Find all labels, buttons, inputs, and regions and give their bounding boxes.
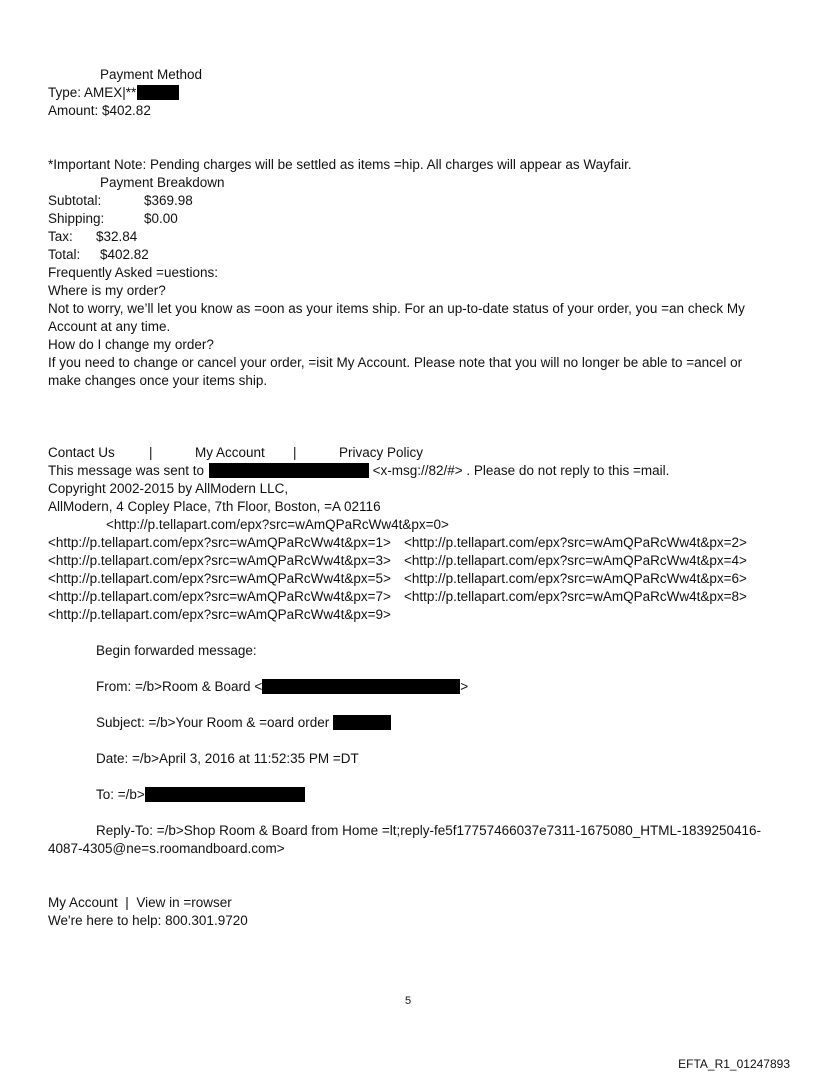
breakdown-row-subtotal [48, 192, 768, 210]
forward-to-text: To: =/b> [96, 787, 145, 802]
tracking-url-row [48, 534, 768, 552]
breakdown-label: Tax: [48, 229, 73, 244]
my-account-link[interactable]: My Account [195, 445, 265, 460]
breakdown-label: Total: [48, 247, 81, 262]
breakdown-label: Subtotal: [48, 193, 102, 208]
tracking-url[interactable]: <http://p.tellapart.com/epx?src=wAmQPaRcWw4t&px=3> [48, 553, 391, 568]
sent-to-suffix: <x-msg://82/#> . Please do not reply to this =mail. [372, 463, 670, 478]
redaction-box [209, 463, 369, 478]
redaction-box [333, 715, 391, 730]
breakdown-value: $0.00 [144, 211, 178, 226]
payment-type-text: Type: AMEX|** [48, 85, 137, 100]
page-number: 5 [404, 995, 412, 1007]
tracking-url-row [48, 588, 768, 606]
breakdown-row-total [48, 246, 768, 264]
separator: | [125, 895, 129, 910]
tracking-url[interactable]: <http://p.tellapart.com/epx?src=wAmQPaRcWw4t&px=9> [48, 607, 391, 622]
tracking-url[interactable]: <http://p.tellapart.com/epx?src=wAmQPaRcWw4t&px=1> [48, 535, 391, 550]
faq-answer: If you need to change or cancel your order, =isit My Account. Please note that you will no longer be able to =ancel or make changes once your items ship. [48, 355, 743, 388]
privacy-policy-link[interactable]: Privacy Policy [339, 445, 424, 460]
forward-reply-to: Reply-To: =/b>Shop Room & Board from Home =lt;reply-fe5f17757466037e7311-1675080_HTML-1839250416-4087-4305@ne=s.roomandboard.com> [48, 823, 762, 856]
tracking-url[interactable]: <http://p.tellapart.com/epx?src=wAmQPaRcWw4t&px=5> [48, 571, 391, 586]
breakdown-row-shipping [48, 210, 768, 228]
sent-to-prefix: This message was sent to [48, 463, 205, 478]
faq-question: How do I change my order? [48, 337, 214, 352]
separator: | [293, 445, 297, 460]
bates-number: EFTA_R1_01247893 [678, 1057, 790, 1071]
sent-to-line [48, 462, 768, 480]
payment-method-heading: Payment Method [100, 67, 203, 82]
forward-date: Date: =/b>April 3, 2016 at 11:52:35 PM =DT [96, 751, 359, 766]
forward-subject-text: Subject: =/b>Your Room & =oard order [96, 715, 330, 730]
redaction-box [145, 787, 305, 802]
forward-from [48, 678, 768, 696]
breakdown-row-tax [48, 228, 768, 246]
tracking-url[interactable]: <http://p.tellapart.com/epx?src=wAmQPaRcWw4t&px=0> [106, 517, 449, 532]
email-document [48, 66, 768, 930]
forward-from-prefix: From: =/b>Room & Board < [96, 679, 263, 694]
view-in-browser-link[interactable]: View in =rowser [136, 895, 232, 910]
faq-answer: Not to worry, we’ll let you know as =oon as your items ship. For an up-to-date status of your order, you =an check My Account at any time. [48, 301, 745, 334]
faq-heading: Frequently Asked =uestions: [48, 265, 218, 280]
important-note: *Important Note: Pending charges will be settled as items =hip. All charges will appear as Wayfair. [48, 157, 632, 172]
forward-subject [48, 714, 768, 732]
tracking-url[interactable]: <http://p.tellapart.com/epx?src=wAmQPaRcWw4t&px=7> [48, 589, 391, 604]
breakdown-value: $402.82 [100, 247, 149, 262]
tracking-url-row [48, 570, 768, 588]
forward-to [48, 786, 768, 804]
faq-question: Where is my order? [48, 283, 166, 298]
payment-amount: Amount: $402.82 [48, 103, 151, 118]
payment-breakdown-heading: Payment Breakdown [100, 175, 225, 190]
breakdown-value: $32.84 [96, 229, 138, 244]
forward-begin: Begin forwarded message: [96, 643, 257, 658]
tracking-url[interactable]: <http://p.tellapart.com/epx?src=wAmQPaRcWw4t&px=4> [404, 553, 747, 568]
redaction-box [262, 679, 460, 694]
breakdown-label: Shipping: [48, 211, 105, 226]
help-line: We're here to help: 800.301.9720 [48, 913, 248, 928]
breakdown-value: $369.98 [144, 193, 193, 208]
payment-type-line [48, 84, 768, 102]
bottom-links [48, 894, 768, 912]
tracking-url[interactable]: <http://p.tellapart.com/epx?src=wAmQPaRcWw4t&px=8> [404, 589, 747, 604]
address: AllModern, 4 Copley Place, 7th Floor, Boston, =A 02116 [48, 499, 381, 514]
forward-from-suffix: > [460, 679, 469, 694]
separator: | [149, 445, 153, 460]
my-account-link[interactable]: My Account [48, 895, 118, 910]
tracking-url[interactable]: <http://p.tellapart.com/epx?src=wAmQPaRcWw4t&px=6> [404, 571, 747, 586]
footer-links [48, 444, 768, 462]
tracking-url-row [48, 552, 768, 570]
tracking-url[interactable]: <http://p.tellapart.com/epx?src=wAmQPaRcWw4t&px=2> [404, 535, 747, 550]
copyright: Copyright 2002-2015 by AllModern LLC, [48, 481, 289, 496]
contact-us-link[interactable]: Contact Us [48, 445, 115, 460]
redaction-box [137, 85, 179, 100]
